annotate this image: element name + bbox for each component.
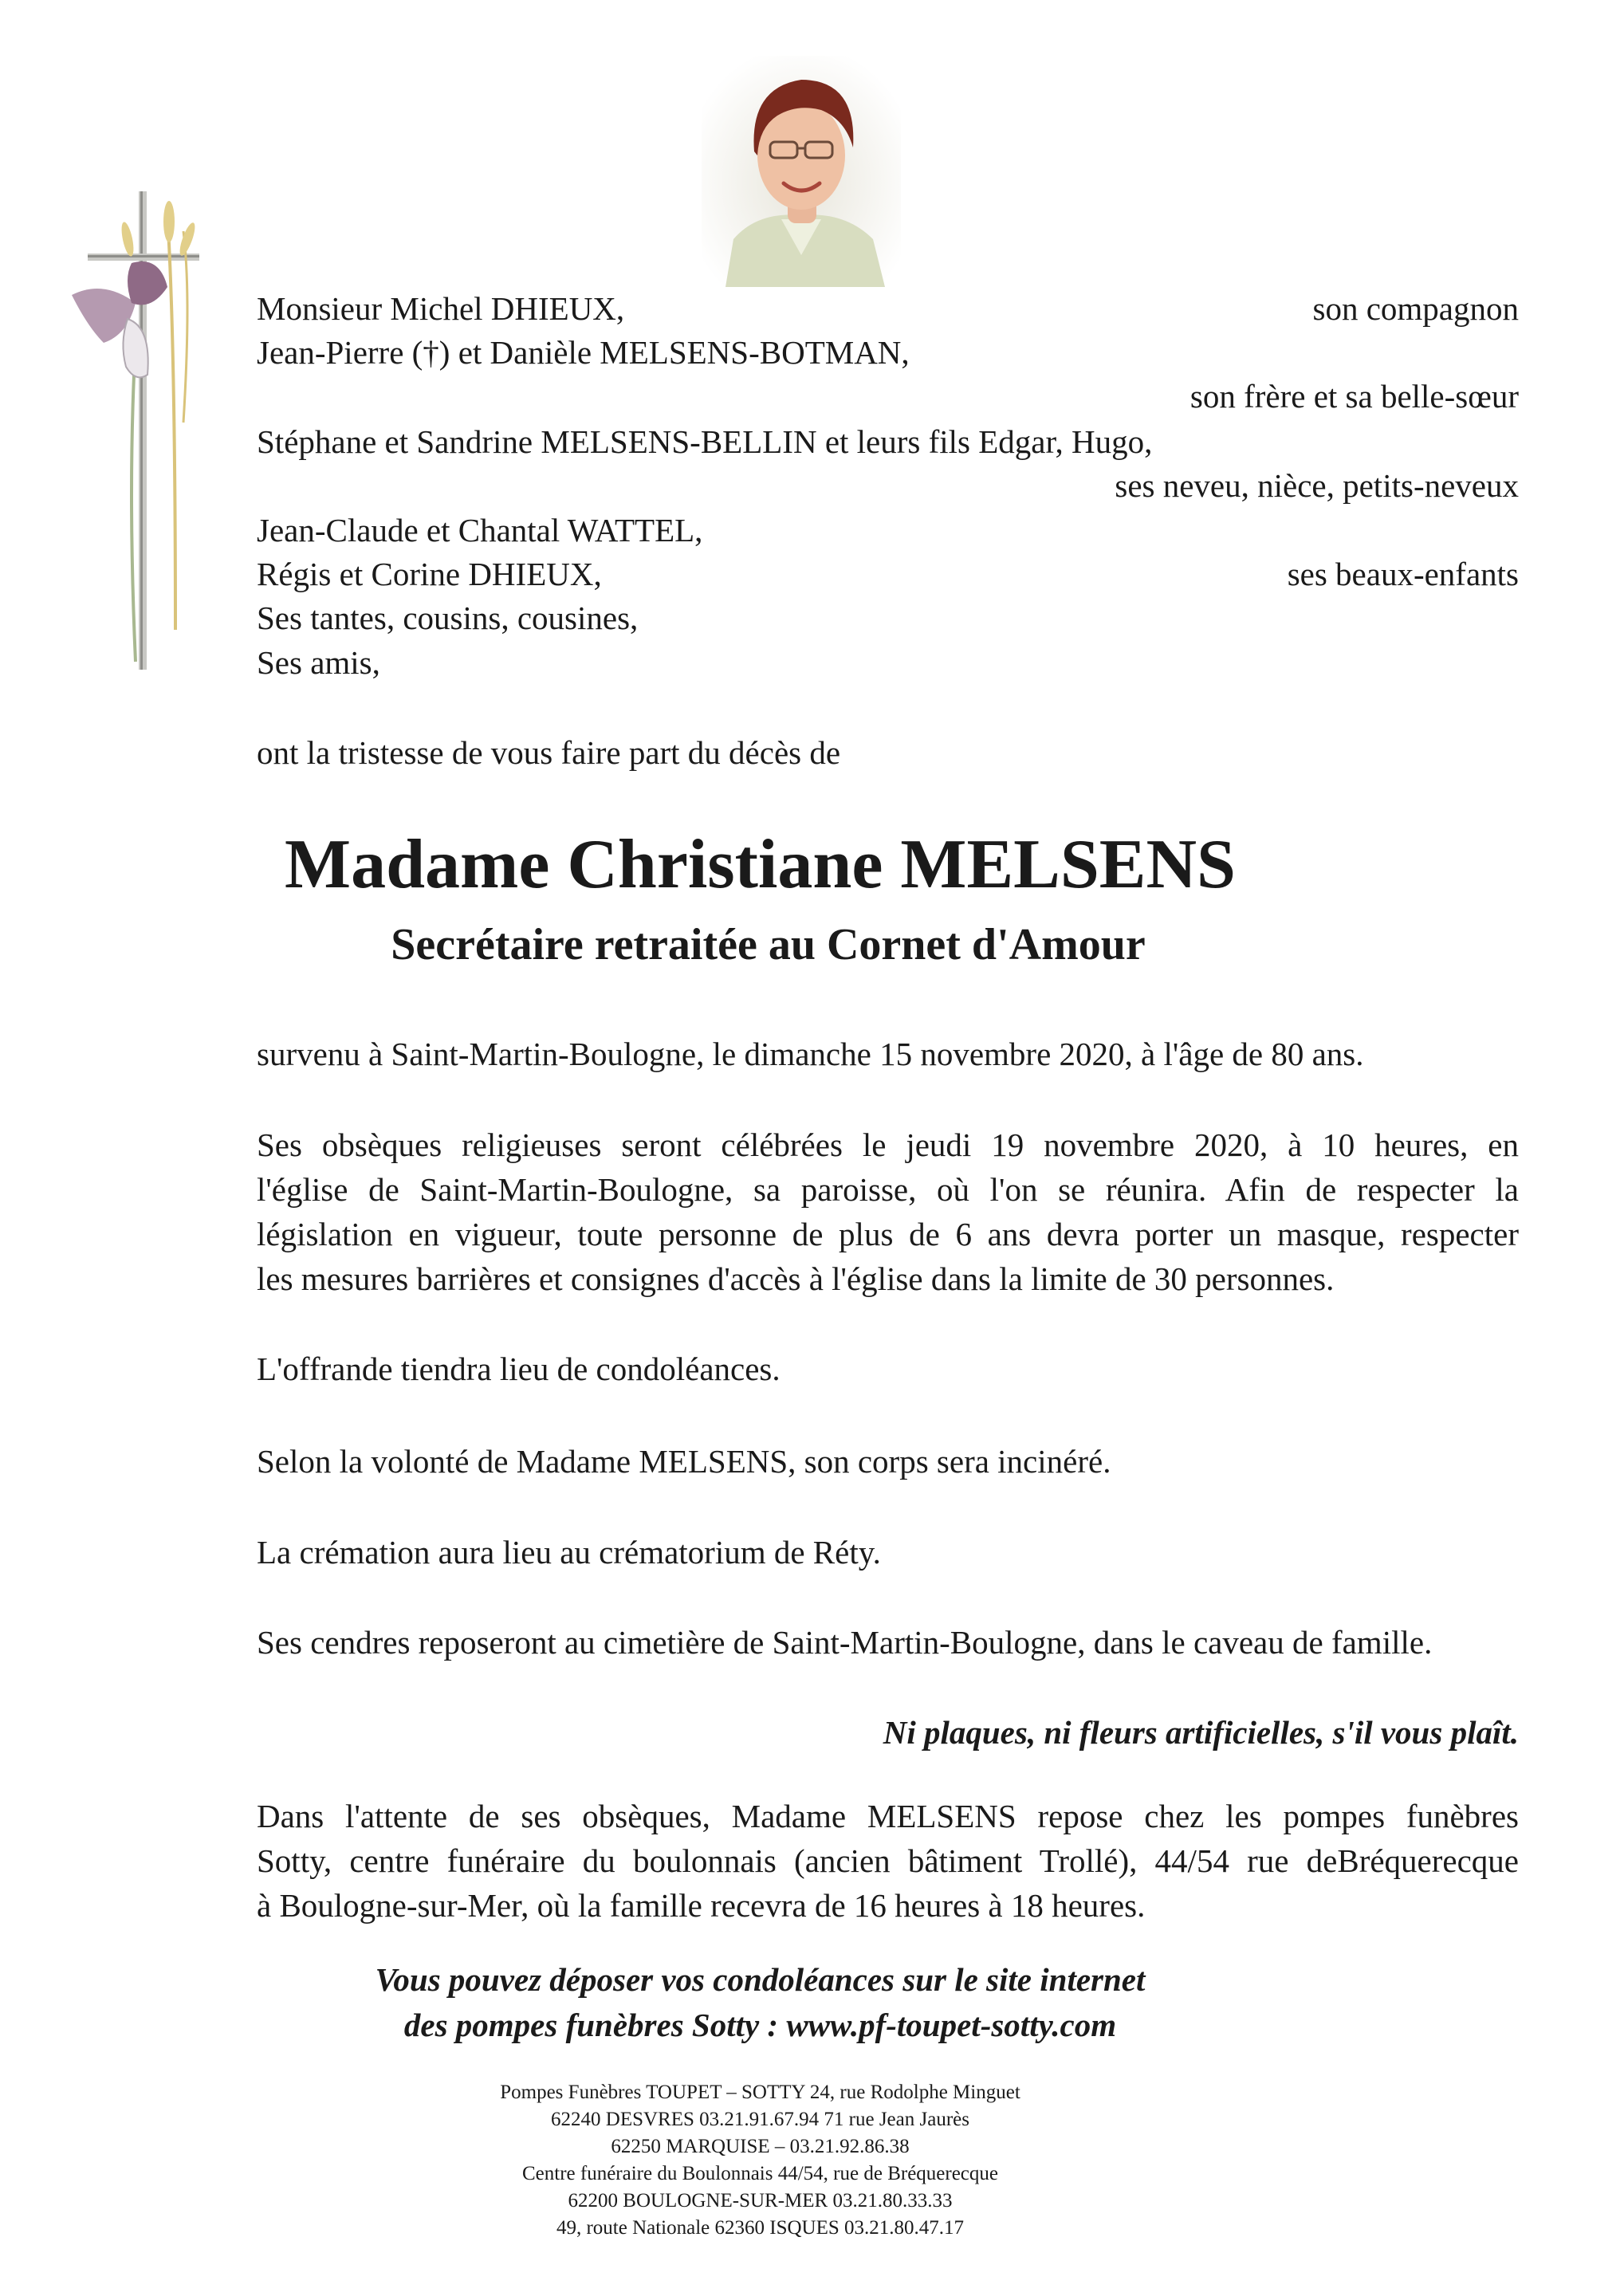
funeral-line: les mesures barrières et consignes d'accès à l'église dans la limite de 30 personnes. — [257, 1260, 1335, 1297]
family-line-9: Ses amis, — [257, 644, 380, 681]
wish-text: Selon la volonté de Madame MELSENS, son corps sera incinéré. — [257, 1443, 1111, 1480]
family-line-7: Régis et Corine DHIEUX, — [257, 556, 602, 592]
family-relation-1: son compagnon — [1312, 290, 1519, 327]
rest-paragraph — [257, 1794, 1519, 1928]
funeral-line: Ses obsèques religieuses seront célébrées le jeudi 19 novembre 2020, à 10 heures, en — [257, 1126, 1519, 1163]
rest-line: à Boulogne-sur-Mer, où la famille recevra de 16 heures à 18 heures. — [257, 1887, 1146, 1924]
family-relation-5: ses neveu, nièce, petits-neveux — [1115, 467, 1519, 504]
family-relation-7: ses beaux-enfants — [1287, 556, 1519, 592]
portrait-photo — [702, 56, 901, 287]
footer-line: 62240 DESVRES 03.21.91.67.94 71 rue Jean Jaurès — [551, 2109, 969, 2130]
cross-flower-icon — [56, 183, 239, 678]
rest-line: Dans l'attente de ses obsèques, Madame MELSENS repose chez les pompes funèbres — [257, 1798, 1519, 1834]
condolences-line-2: des pompes funèbres Sotty : www.pf-toupet-sotty.com — [403, 2007, 1117, 2043]
footer-line: 62200 BOULOGNE-SUR-MER 03.21.80.33.33 — [568, 2190, 953, 2211]
funeral-line: législation en vigueur, toute personne de plus de 6 ans devra porter un masque, respecter — [257, 1216, 1519, 1252]
family-line-8: Ses tantes, cousins, cousines, — [257, 600, 639, 636]
ashes-text: Ses cendres reposeront au cimetière de Saint-Martin-Boulogne, dans le caveau de famille. — [257, 1624, 1433, 1661]
family-line-6: Jean-Claude et Chantal WATTEL, — [257, 512, 703, 548]
condolences-notice — [0, 1957, 1624, 2048]
condolences-line-1: Vous pouvez déposer vos condoléances sur le site internet — [375, 1961, 1146, 1998]
announcement: ont la tristesse de vous faire part du décès de — [257, 734, 841, 771]
footer-line: Pompes Funèbres TOUPET – SOTTY 24, rue Rodolphe Minguet — [500, 2082, 1020, 2103]
family-line-1: Monsieur Michel DHIEUX, — [257, 290, 625, 327]
family-relation-3: son frère et sa belle-sœur — [1189, 378, 1519, 415]
family-line-2: Jean-Pierre (†) et Danièle MELSENS-BOTMAN, — [257, 334, 910, 371]
rest-line: Sotty, centre funéraire du boulonnais (ancien bâtiment Trollé), 44/54 rue deBréquerecque — [257, 1842, 1519, 1879]
funeral-line: l'église de Saint-Martin-Boulogne, sa paroisse, où l'on se réunira. Afin de respecter la — [257, 1171, 1519, 1208]
funeral-home-footer — [0, 2079, 1624, 2242]
cremation-text: La crémation aura lieu au crématorium de Réty. — [257, 1534, 881, 1571]
footer-line: 62250 MARQUISE – 03.21.92.86.38 — [611, 2136, 910, 2157]
footer-line: Centre funéraire du Boulonnais 44/54, rue de Bréquerecque — [521, 2163, 998, 2184]
offering-text: L'offrande tiendra lieu de condoléances. — [257, 1350, 781, 1387]
death-notice: survenu à Saint-Martin-Boulogne, le dimanche 15 novembre 2020, à l'âge de 80 ans. — [257, 1036, 1364, 1072]
deceased-subtitle: Secrétaire retraitée au Cornet d'Amour — [391, 920, 1146, 969]
footer-line: 49, route Nationale 62360 ISQUES 03.21.80.47.17 — [556, 2217, 965, 2239]
funeral-paragraph — [257, 1122, 1519, 1301]
deceased-name: Madame Christiane MELSENS — [285, 826, 1236, 903]
family-line-4: Stéphane et Sandrine MELSENS-BELLIN et leurs fils Edgar, Hugo, — [257, 423, 1153, 460]
no-flowers-text: Ni plaques, ni fleurs artificielles, s'il vous plaît. — [883, 1714, 1519, 1751]
